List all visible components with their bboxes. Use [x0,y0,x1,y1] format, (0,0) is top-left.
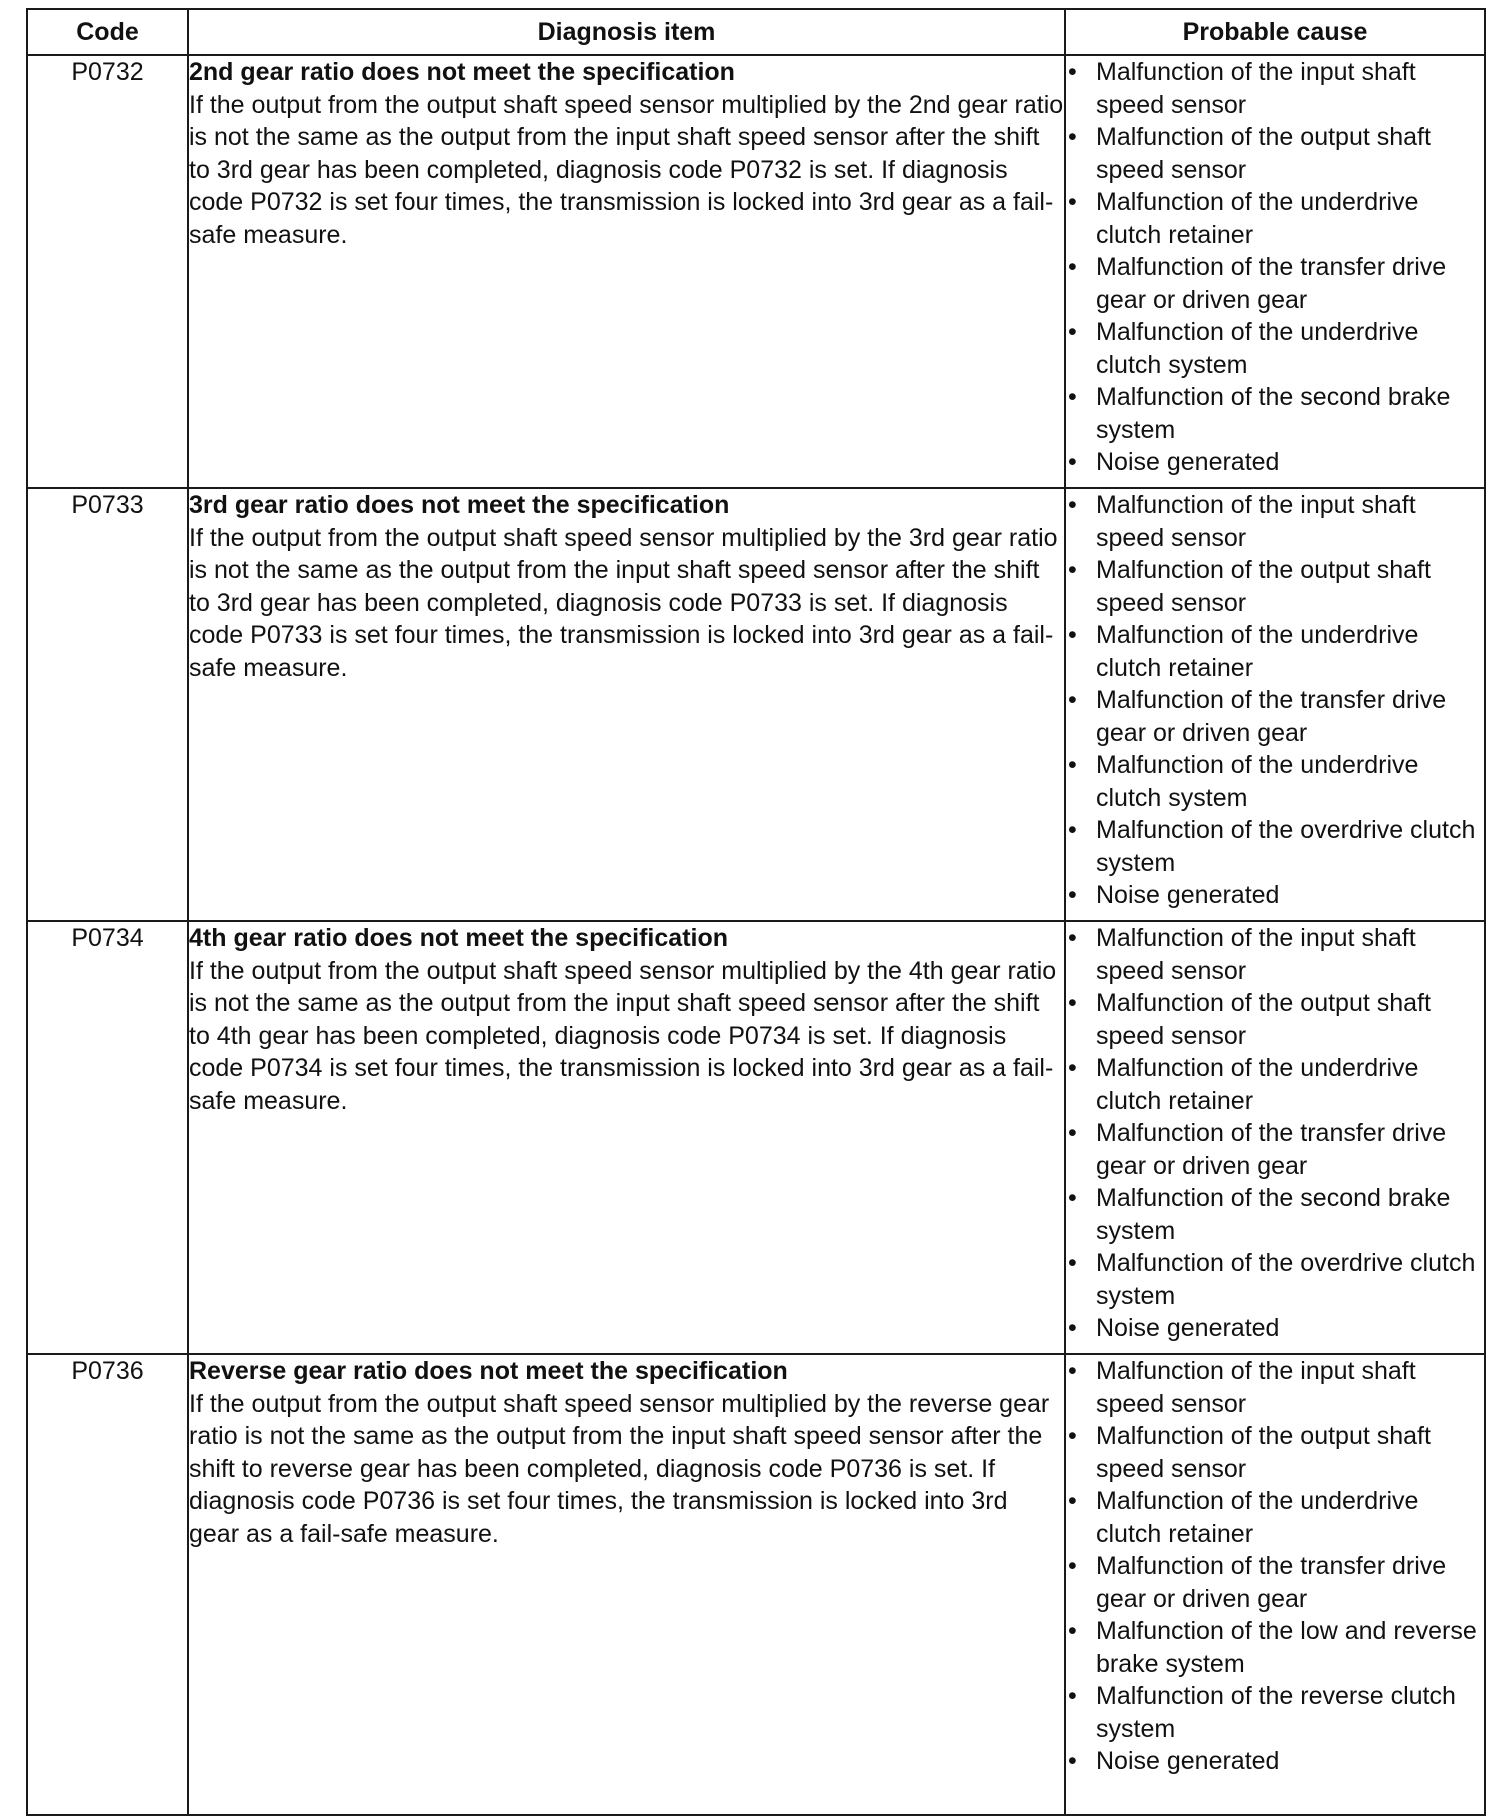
cause-item: • Malfunction of the output shaft speed sensor [1066,1420,1484,1485]
diagnosis-item-cell [188,488,1065,921]
cause-item: • Malfunction of the output shaft speed sensor [1066,121,1484,186]
cause-item: • Malfunction of the transfer drive gear or driven gear [1066,684,1484,749]
cause-item: • Noise generated [1066,879,1484,912]
cause-list [1066,56,1484,479]
diagnosis-table [26,8,1486,1816]
diagnosis-title: 2nd gear ratio does not meet the specification [189,58,735,86]
cause-item: • Malfunction of the underdrive clutch retainer [1066,1485,1484,1550]
table-row [27,55,1485,488]
diagnosis-title: Reverse gear ratio does not meet the specification [189,1357,788,1385]
cause-list [1066,489,1484,912]
table-row [27,921,1485,1354]
cause-item: • Malfunction of the transfer drive gear or driven gear [1066,251,1484,316]
cause-item: • Malfunction of the underdrive clutch system [1066,316,1484,381]
cause-item: • Malfunction of the second brake system [1066,381,1484,446]
cause-item: • Malfunction of the underdrive clutch retainer [1066,1052,1484,1117]
cause-item: • Malfunction of the output shaft speed sensor [1066,987,1484,1052]
diagnosis-description: If the output from the output shaft speed sensor multiplied by the 2nd gear ratio is not the same as the output from the input shaft speed sensor after the shift to 3rd gear has been completed, diagnosis code P0732 is set. If diagnosis code P0732 is set four times, the transmission is locked into 3rd gear as a fail-safe measure. [189,90,1064,249]
header-code: Code [27,9,188,55]
cause-item: • Malfunction of the low and reverse brake system [1066,1615,1484,1680]
diagnosis-title: 3rd gear ratio does not meet the specification [189,491,730,519]
probable-cause-cell [1065,1354,1485,1815]
diagnosis-description: If the output from the output shaft speed sensor multiplied by the 4th gear ratio is not the same as the output from the input shaft speed sensor after the shift to 4th gear has been completed, diagnosis code P0734 is set. If diagnosis code P0734 is set four times, the transmission is locked into 3rd gear as a fail-safe measure. [189,956,1057,1115]
cause-item: • Malfunction of the underdrive clutch system [1066,749,1484,814]
cause-list [1066,1355,1484,1778]
cause-item: • Malfunction of the input shaft speed sensor [1066,922,1484,987]
cause-item: • Malfunction of the overdrive clutch system [1066,814,1484,879]
header-probable-cause: Probable cause [1065,9,1485,55]
diagnosis-description: If the output from the output shaft speed sensor multiplied by the 3rd gear ratio is not the same as the output from the input shaft speed sensor after the shift to 3rd gear has been completed, diagnosis code P0733 is set. If diagnosis code P0733 is set four times, the transmission is locked into 3rd gear as a fail-safe measure. [189,523,1058,682]
cause-item: • Malfunction of the overdrive clutch system [1066,1247,1484,1312]
cause-item: • Malfunction of the underdrive clutch retainer [1066,619,1484,684]
cause-item: • Malfunction of the underdrive clutch retainer [1066,186,1484,251]
code-cell: P0736 [27,1354,188,1815]
header-diagnosis-item: Diagnosis item [188,9,1065,55]
table-header-row [27,9,1485,55]
cause-item: • Malfunction of the second brake system [1066,1182,1484,1247]
cause-item: • Noise generated [1066,446,1484,479]
diagnosis-title: 4th gear ratio does not meet the specification [189,924,729,952]
cause-item: • Noise generated [1066,1745,1484,1778]
cause-item: • Malfunction of the input shaft speed sensor [1066,489,1484,554]
cause-item: • Malfunction of the input shaft speed sensor [1066,1355,1484,1420]
cause-item: • Noise generated [1066,1312,1484,1345]
diagnosis-description: If the output from the output shaft speed sensor multiplied by the reverse gear ratio is not the same as the output from the input shaft speed sensor after the shift to reverse gear has been completed, diagnosis code P0736 is set. If diagnosis code P0736 is set four times, the transmission is locked into 3rd gear as a fail-safe measure. [189,1389,1050,1548]
code-cell: P0733 [27,488,188,921]
cause-item: • Malfunction of the transfer drive gear or driven gear [1066,1117,1484,1182]
cause-list [1066,922,1484,1345]
table-row [27,488,1485,921]
probable-cause-cell [1065,55,1485,488]
probable-cause-cell [1065,921,1485,1354]
probable-cause-cell [1065,488,1485,921]
cause-item: • Malfunction of the output shaft speed sensor [1066,554,1484,619]
diagnosis-item-cell [188,1354,1065,1815]
code-cell: P0734 [27,921,188,1354]
code-cell: P0732 [27,55,188,488]
cause-item: • Malfunction of the input shaft speed sensor [1066,56,1484,121]
table-row [27,1354,1485,1815]
cause-item: • Malfunction of the transfer drive gear or driven gear [1066,1550,1484,1615]
cause-item: • Malfunction of the reverse clutch system [1066,1680,1484,1745]
diagnosis-item-cell [188,921,1065,1354]
diagnosis-item-cell [188,55,1065,488]
